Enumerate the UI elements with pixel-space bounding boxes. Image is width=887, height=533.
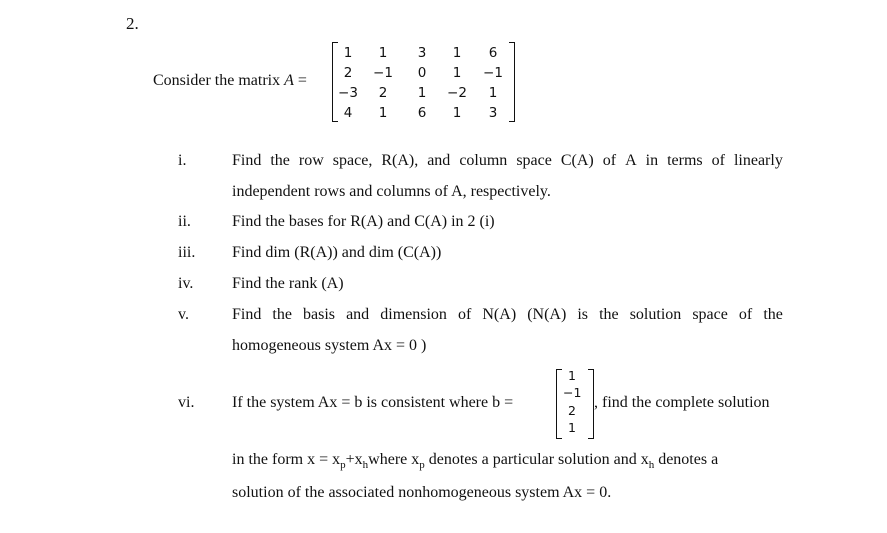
matrix-cell-r2-c3: 0 xyxy=(417,65,427,81)
matrix-cell-r2-c1: 2 xyxy=(343,65,353,81)
matrix-cell-r3-c2: 2 xyxy=(378,85,388,101)
word: space xyxy=(692,306,728,323)
form-text-4: denotes a particular solution and x xyxy=(424,451,649,468)
vector-b-entry-2: −1 xyxy=(563,385,582,400)
word: and xyxy=(346,306,370,323)
item-vi-line-3: solution of the associated nonhomogeneous system Ax = 0. xyxy=(232,484,612,501)
vector-b-entry-1: 1 xyxy=(568,368,576,383)
word: in xyxy=(645,152,659,169)
word: (N(A) xyxy=(527,306,567,323)
item-label-iv: iv. xyxy=(178,275,194,292)
sub-p-1: p xyxy=(340,459,346,472)
word: row xyxy=(298,152,324,169)
word: the xyxy=(763,306,783,323)
item-label-v: v. xyxy=(178,306,189,323)
word: N(A) xyxy=(482,306,517,323)
word: terms xyxy=(667,152,703,169)
word: space xyxy=(516,152,552,169)
sub-h-1: h xyxy=(362,459,369,472)
vector-b-entry-4: 1 xyxy=(568,420,576,435)
word: Find xyxy=(232,152,262,169)
matrix-cell-r3-c3: 1 xyxy=(417,85,427,101)
word: the xyxy=(270,152,290,169)
form-text-2: +x xyxy=(345,451,363,468)
matrix-cell-r1-c3: 3 xyxy=(417,45,427,61)
item-i-line-1 xyxy=(232,152,783,170)
matrix-cell-r4-c2: 1 xyxy=(378,105,388,121)
item-vi-pre: If the system Ax = b is consistent where b = xyxy=(232,394,514,411)
word: of xyxy=(457,306,472,323)
word: of xyxy=(738,306,753,323)
matrix-cell-r4-c4: 1 xyxy=(452,105,462,121)
word: space, xyxy=(332,152,373,169)
item-label-ii: ii. xyxy=(178,213,191,230)
word: and xyxy=(427,152,451,169)
item-ii-text: Find the bases for R(A) and C(A) in 2 (i) xyxy=(232,213,495,230)
word: Find xyxy=(232,306,262,323)
word: linearly xyxy=(733,152,783,169)
matrix-cell-r3-c5: 1 xyxy=(488,85,498,101)
matrix-cell-r4-c5: 3 xyxy=(488,105,498,121)
word: the xyxy=(272,306,292,323)
matrix-cell-r4-c3: 6 xyxy=(417,105,427,121)
form-text-1: in the form x = x xyxy=(232,451,341,468)
matrix-cell-r1-c2: 1 xyxy=(378,45,388,61)
word: C(A) xyxy=(560,152,594,169)
matrix-cell-r3-c1: −3 xyxy=(338,85,358,101)
word: the xyxy=(599,306,619,323)
word: dimension xyxy=(380,306,447,323)
sub-p-2: p xyxy=(419,459,425,472)
item-i-line-2: independent rows and columns of A, respectively. xyxy=(232,183,551,200)
intro-eq: = xyxy=(297,72,307,89)
form-text-5: denotes a xyxy=(654,451,719,468)
item-vi-post: , find the complete solution xyxy=(594,394,770,411)
item-label-vi: vi. xyxy=(178,394,195,411)
matrix-cell-r2-c4: 1 xyxy=(452,65,462,81)
vector-left-bracket xyxy=(556,369,562,439)
item-label-iii: iii. xyxy=(178,244,196,261)
word: R(A), xyxy=(381,152,419,169)
form-text-3: where x xyxy=(368,451,420,468)
vector-b-entry-3: 2 xyxy=(568,403,576,418)
word: basis xyxy=(303,306,336,323)
question-number: 2. xyxy=(126,14,139,33)
intro-var: A xyxy=(284,72,294,89)
intro-text: Consider the matrix xyxy=(153,72,281,89)
word: is xyxy=(577,306,589,323)
matrix-cell-r1-c5: 6 xyxy=(488,45,498,61)
matrix-cell-r1-c1: 1 xyxy=(343,45,353,61)
matrix-intro xyxy=(153,72,307,90)
item-label-i: i. xyxy=(178,152,187,169)
item-vi-line-2 xyxy=(232,451,718,471)
matrix-cell-r4-c1: 4 xyxy=(343,105,353,121)
word: A xyxy=(625,152,637,169)
word: of xyxy=(711,152,725,169)
item-iv-text: Find the rank (A) xyxy=(232,275,344,292)
item-v-line-1 xyxy=(232,306,783,324)
word: solution xyxy=(629,306,682,323)
matrix-cell-r3-c4: −2 xyxy=(447,85,467,101)
word: column xyxy=(459,152,508,169)
item-iii-text: Find dim (R(A)) and dim (C(A)) xyxy=(232,244,442,261)
matrix-cell-r1-c4: 1 xyxy=(452,45,462,61)
matrix-cell-r2-c5: −1 xyxy=(483,65,503,81)
word: of xyxy=(602,152,617,169)
item-v-line-2: homogeneous system Ax = 0 ) xyxy=(232,337,427,354)
sub-h-2: h xyxy=(648,459,655,472)
matrix-cell-r2-c2: −1 xyxy=(373,65,393,81)
